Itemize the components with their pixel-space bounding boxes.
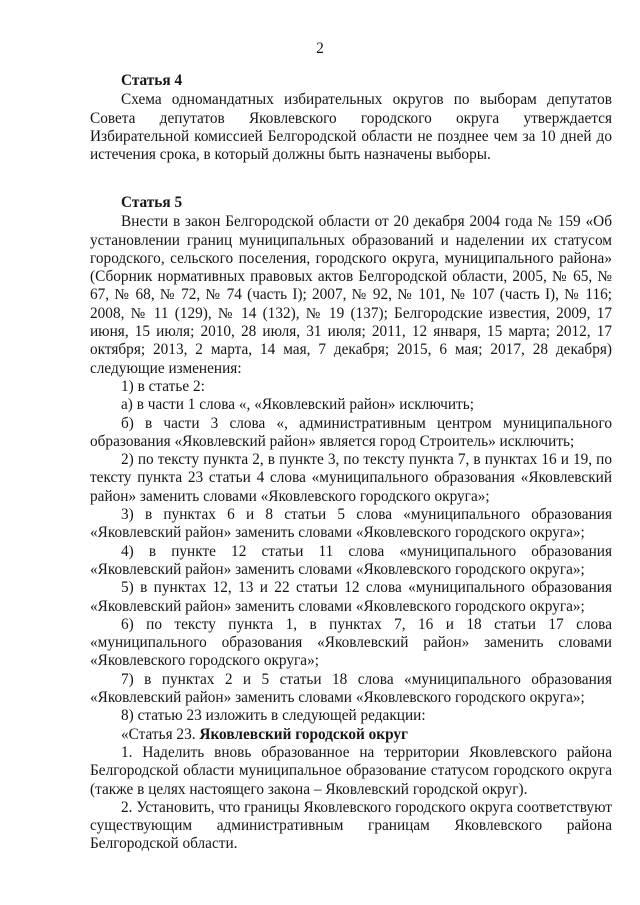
new-article-23-title-line <box>90 726 612 744</box>
article-4-paragraph: Схема одномандатных избирательных округов по выборам депутатов Совета депутатов Яковлевского городского округа утверждается Избирательной комиссией Белгородской области не позднее чем за 10 дней до истечения срока, в который должны быть назначены выборы. <box>90 91 612 164</box>
article-4-heading: Статья 4 <box>121 72 183 89</box>
article-4 <box>90 72 612 164</box>
article-5-heading: Статья 5 <box>121 194 183 211</box>
article-5-intro: Внести в закон Белгородской области от 20 декабря 2004 года № 159 «Об установлении границ муниципальных образований и наделении их статусом городского, сельского поселения, городского округа, муниципального района» (Сборник нормативных правовых актов Белгородской области, 2005, № 65, № 67, № 68, № 72, № 74 (часть I); 2007, № 92, № 101, № 107 (часть I), № 116; 2008, № 11 (129), № 14 (132), № 19 (137); Белгородские известия, 2009, 17 июня, 15 июля; 2010, 28 июля, 31 июля; 2011, 12 января, 15 марта; 2012, 17 октября; 2013, 2 марта, 14 мая, 7 декабря; 2015, 6 мая; 2017, 28 декабря) следующие изменения: <box>90 213 612 377</box>
article-5 <box>90 194 612 854</box>
new-article-23-prefix: «Статья 23. <box>121 725 200 743</box>
new-article-23-point: 1. Наделить вновь образованное на территории Яковлевского района Белгородской области муниципальное образование статусом городского округа (также в целях настоящего закона – Яковлевский городской округ). <box>90 743 612 798</box>
page-number: 2 <box>316 40 324 57</box>
amendment-item: 2) по тексту пункта 2, в пункте 3, по тексту пункта 7, в пунктах 16 и 19, по тексту пункта 23 статьи 4 слова «муниципального образования «Яковлевский район» заменить словами «Яковлевского городского округа»; <box>90 451 612 505</box>
amendment-item: 8) статью 23 изложить в следующей редакции: <box>121 707 426 725</box>
amendment-item: б) в части 3 слова «, административным центром муниципального образования «Яковлевский район» является город Строитель» исключить; <box>90 414 612 450</box>
new-article-23-point: 2. Установить, что границы Яковлевского городского округа соответствуют существующим административным границам Яковлевского района Белгородской области. <box>90 798 612 853</box>
amendment-item: а) в части 1 слова «, «Яковлевский район» исключить; <box>121 396 474 414</box>
amendment-item: 4) в пункте 12 статьи 11 слова «муниципального образования «Яковлевский район» заменить словами «Яковлевского городского округа»; <box>90 542 612 578</box>
amendment-item: 1) в статье 2: <box>121 377 205 395</box>
amendment-item: 3) в пунктах 6 и 8 статьи 5 слова «муниципального образования «Яковлевский район» заменить словами «Яковлевского городского округа»; <box>90 506 612 542</box>
amendment-item: 7) в пунктах 2 и 5 статьи 18 слова «муниципального образования «Яковлевский район» заменить словами «Яковлевского городского округа»; <box>90 670 612 707</box>
amendment-item: 6) по тексту пункта 1, в пунктах 7, 16 и 18 статьи 17 слова «муниципального образования «Яковлевский район» заменить словами «Яковлевского городского округа»; <box>90 615 612 670</box>
new-article-23-title: Яковлевский городской округ <box>199 725 408 743</box>
amendment-item: 5) в пунктах 12, 13 и 22 статьи 12 слова «муниципального образования «Яковлевский район» заменить словами «Яковлевского городского округа»; <box>90 579 612 615</box>
